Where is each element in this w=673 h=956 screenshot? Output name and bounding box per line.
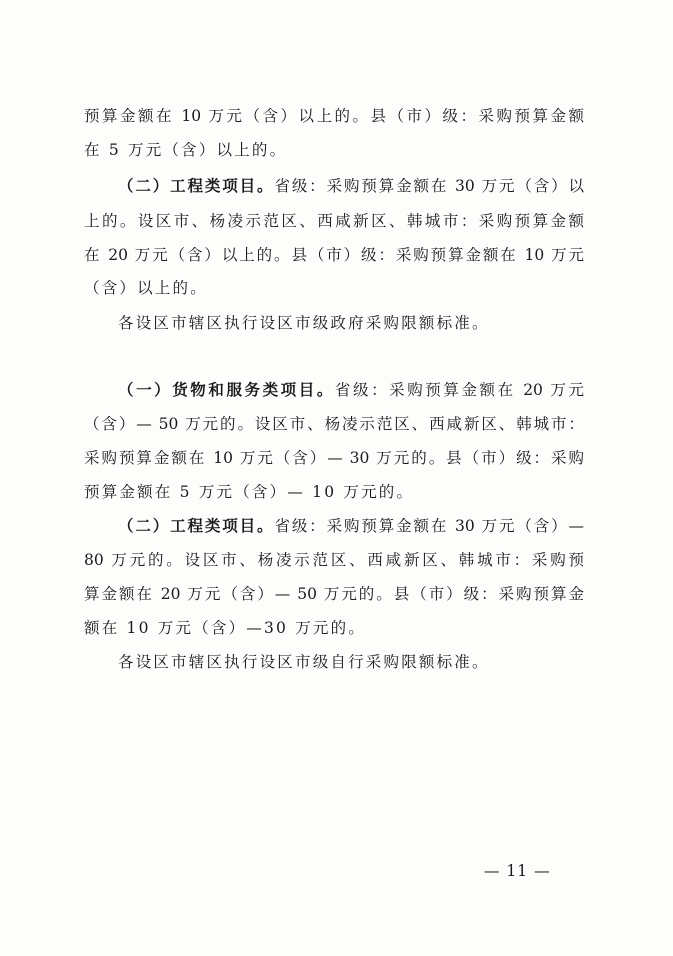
paragraph-4-line-3: 采购预算金额在 10 万元（含）— 30 万元的。县（市）级：采购 — [84, 449, 584, 467]
paragraph-4-lead: （一）货物和服务类项目。 — [118, 380, 335, 399]
paragraph-5-line-1-rest: 省级：采购预算金额在 30 万元（含）— — [274, 517, 584, 535]
paragraph-5-line-1 — [118, 516, 584, 536]
paragraph-4-line-2: （含）— 50 万元的。设区市、杨凌示范区、西咸新区、韩城市： — [84, 415, 584, 433]
paragraph-2-line-1 — [118, 176, 584, 196]
paragraph-4-line-4: 预算金额在 5 万元（含）— 10 万元的。 — [84, 483, 415, 501]
paragraph-3-line-1: 各设区市辖区执行设区市级政府采购限额标准。 — [118, 314, 490, 332]
paragraph-2-line-2: 上的。设区市、杨凌示范区、西咸新区、韩城市：采购预算金额 — [84, 212, 584, 230]
paragraph-4-line-1-rest: 省级：采购预算金额在 20 万元 — [334, 381, 584, 399]
paragraph-1-line-2: 在 5 万元（含）以上的。 — [84, 141, 288, 159]
paragraph-2-line-3: 在 20 万元（含）以上的。县（市）级：采购预算金额在 10 万元 — [84, 246, 584, 264]
paragraph-5-line-3: 算金额在 20 万元（含）— 50 万元的。县（市）级：采购预算金 — [84, 585, 584, 603]
paragraph-5-line-4: 额在 10 万元（含）—30 万元的。 — [84, 619, 367, 637]
paragraph-5-lead: （二）工程类项目。 — [118, 516, 275, 535]
paragraph-4-line-1 — [118, 380, 584, 400]
paragraph-2-line-4: （含）以上的。 — [84, 279, 208, 297]
paragraph-2-line-1-rest: 省级：采购预算金额在 30 万元（含）以 — [274, 177, 584, 195]
paragraph-1-line-1: 预算金额在 10 万元（含）以上的。县（市）级：采购预算金额 — [84, 107, 584, 125]
paragraph-2-lead: （二）工程类项目。 — [118, 176, 275, 195]
paragraph-6-line-1: 各设区市辖区执行设区市级自行采购限额标准。 — [118, 653, 490, 671]
paragraph-5-line-2: 80 万元的。设区市、杨凌示范区、西咸新区、韩城市：采购预 — [84, 551, 584, 569]
page-number: — 11 — — [484, 862, 551, 880]
